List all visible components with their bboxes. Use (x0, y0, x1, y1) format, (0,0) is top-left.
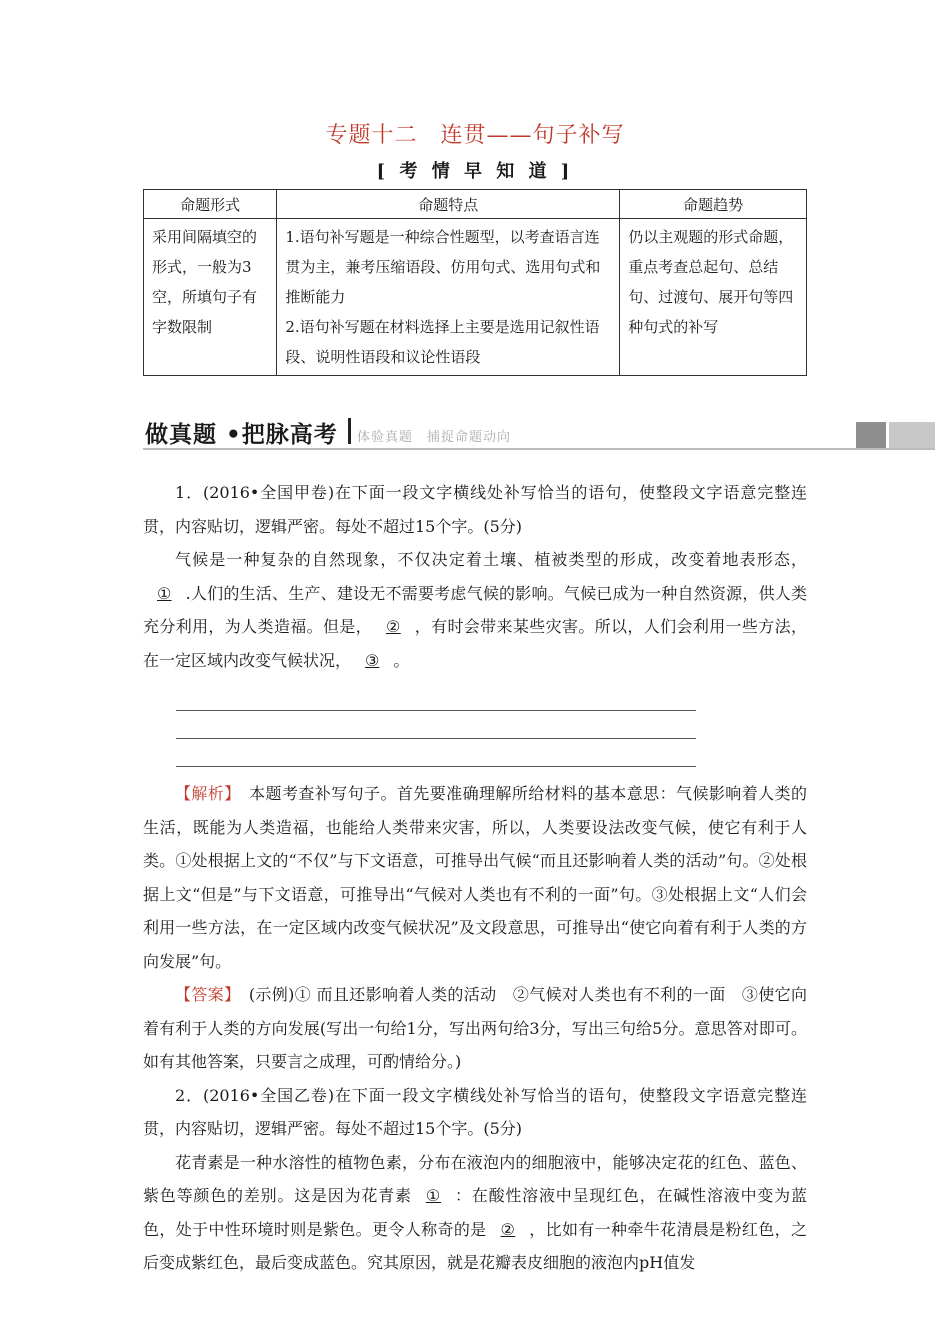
analysis-label: 【解析】 (175, 784, 233, 803)
section-banner (143, 416, 935, 448)
banner-decoration-dark (856, 422, 886, 448)
q1-passage: 气候是一种复杂的自然现象，不仅决定着土壤、植被类型的形成，改变着地表形态，① .人们的生活、生产、建设无不需要考虑气候的影响。气候已成为一种自然资源，供人类充分利用，为人类造福。但是， ② ，有时会带来某些灾害。所以，人们会利用一些方法，在一定区域内改变气候状况， ③ 。 (143, 550, 808, 670)
table-header-features: 命题特点 (277, 190, 620, 219)
table-cell-features (277, 219, 620, 376)
banner-title: 做真题 •把脉高考 (145, 422, 338, 448)
table-header-form: 命题形式 (144, 190, 277, 219)
banner-divider (348, 418, 351, 444)
banner-rule (143, 448, 935, 450)
feature-item-1: 1.语句补写题是一种综合性题型，以考查语言连贯为主，兼考压缩语段、仿用句式、选用句式和推断能力 (285, 228, 601, 306)
answer-line (176, 711, 696, 739)
answer-label: 【答案】 (175, 985, 233, 1004)
section-subtitle: [ 考 情 早 知 道 ] (376, 161, 574, 182)
answer-line (176, 739, 696, 767)
table-cell-trend: 仍以主观题的形式命题，重点考查总起句、总结句、过渡句、展开句等四种句式的补写 (620, 219, 807, 376)
blank-3: ③ (365, 650, 380, 670)
q1-analysis: 【解析】 本题考查补写句子。首先要准确理解所给材料的基本意思：气候影响着人类的生活，既能为人类造福，也能给人类带来灾害，所以，人类要设法改变气候，使它有利于人类。①处根据上文的“不仅”与下文语意，可推导出气候“而且还影响着人类的活动”句。②处根据上文“但是”与下文语意，可推导出“气候对人类也有不利的一面”句。③处根据上文“人们会利用一些方法，在一定区域内改变气候状况”及文段意思，可推导出“使它向着有利于人类的方向发展”句。 (143, 784, 807, 971)
blank-2: ② (386, 617, 401, 636)
table-header-trend: 命题趋势 (620, 190, 807, 219)
table-cell-form: 采用间隔填空的形式，一般为3空，所填句子有字数限制 (144, 219, 277, 376)
answer-line (176, 683, 696, 711)
q1-stem: 1．(2016•全国甲卷)在下面一段文字横线处补写恰当的语句，使整段文字语意完整连贯，内容贴切，逻辑严密。每处不超过15个字。(5分) (143, 483, 807, 536)
banner-decoration-light (889, 422, 935, 448)
banner-tagline: 体验真题 捕捉命题动向 (357, 430, 512, 445)
answer-lines (176, 683, 807, 767)
q2-stem: 2．(2016•全国乙卷)在下面一段文字横线处补写恰当的语句，使整段文字语意完整连贯，内容贴切，逻辑严密。每处不超过15个字。(5分) (143, 1085, 807, 1138)
page-title: 专题十二 连贯——句子补写 (325, 123, 625, 148)
q1-answer: 【答案】 (示例)① 而且还影响着人类的活动 ②气候对人类也有不利的一面 ③使它向着有利于人类的方向发展(写出一句给1分，写出两句给3分，写出三句给5分。意思答对即可。如有其他答案，只要言之成理，可酌情给分。) (143, 985, 807, 1071)
blank-1: ① (425, 1186, 441, 1205)
blank-2: ② (500, 1219, 516, 1239)
q2-passage: 花青素是一种水溶性的植物色素，分布在液泡内的细胞液中，能够决定花的红色、蓝色、紫色等颜色的差别。这是因为花青素 ① ：在酸性溶液中呈现红色，在碱性溶液中变为蓝色，处于中性环境时则是紫色。更令人称奇的是 ② ，比如有一种牵牛花清晨是粉红色，之后变成紫红色，最后变成蓝色。究其原因，就是花瓣表皮细胞的液泡内pH值发 (143, 1152, 807, 1272)
feature-item-2: 2.语句补写题在材料选择上主要是选用记叙性语段、说明性语段和议论性语段 (285, 318, 600, 366)
blank-1: ① (157, 583, 172, 603)
question-content (143, 476, 807, 1280)
exam-info-table (143, 189, 807, 376)
